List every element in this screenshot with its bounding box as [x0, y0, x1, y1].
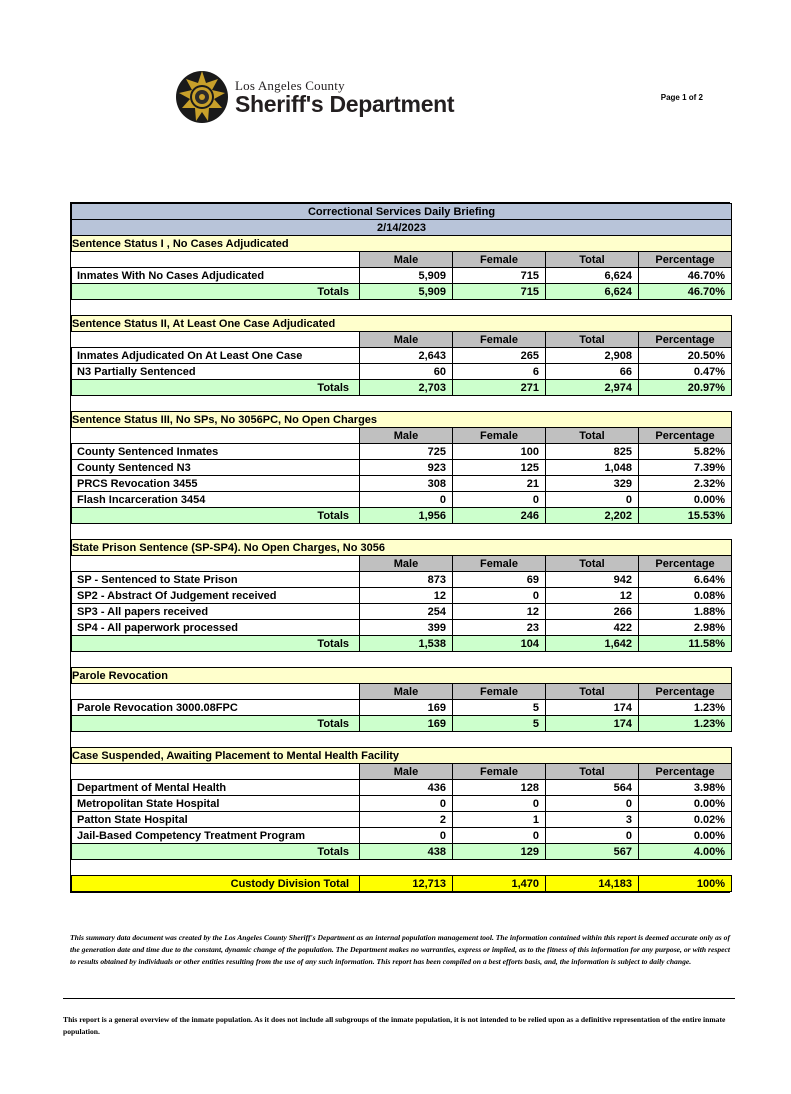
row-total: 1,048 [546, 460, 639, 476]
row-total: 0 [546, 828, 639, 844]
table-row [72, 828, 732, 844]
row-male: 60 [360, 364, 453, 380]
section-totals-row [72, 380, 732, 396]
table-row [72, 492, 732, 508]
row-label: Department of Mental Health [72, 780, 360, 796]
row-label: Jail-Based Competency Treatment Program [72, 828, 360, 844]
row-label: Patton State Hospital [72, 812, 360, 828]
row-male: 725 [360, 444, 453, 460]
column-header-total: Total [546, 684, 639, 700]
totals-total: 2,202 [546, 508, 639, 524]
row-label: Inmates Adjudicated On At Least One Case [72, 348, 360, 364]
row-female: 21 [453, 476, 546, 492]
section-spacer [72, 860, 732, 876]
column-header-blank [72, 252, 360, 268]
grand-total-percentage: 100% [639, 876, 732, 892]
row-female: 0 [453, 796, 546, 812]
column-header-male: Male [360, 684, 453, 700]
agency-department-line: Sheriff's Department [235, 90, 455, 117]
row-female: 128 [453, 780, 546, 796]
column-header-row [72, 684, 732, 700]
section-totals-row [72, 844, 732, 860]
totals-male: 1,956 [360, 508, 453, 524]
column-header-female: Female [453, 428, 546, 444]
table-row [72, 796, 732, 812]
row-total: 6,624 [546, 268, 639, 284]
row-percentage: 1.88% [639, 604, 732, 620]
row-total: 942 [546, 572, 639, 588]
agency-county-line: Los Angeles County [235, 77, 345, 93]
row-male: 436 [360, 780, 453, 796]
row-female: 0 [453, 828, 546, 844]
disclaimer-text: This summary data document was created by the Los Angeles County Sheriff's Department as an internal population management tool. The information contained within this report is deemed accurate only as of the generation date and time due to the constant, dynamic change of the population. The Department makes no warranties, express or implied, as to the fitness of this information for any purpose, or with respect to results obtained by individuals or other entities resulting from the use of any such information. This report has been compiled on a best efforts basis, and, the information is subject to daily change. [70, 933, 730, 966]
row-female: 5 [453, 700, 546, 716]
column-header-percentage: Percentage [639, 764, 732, 780]
column-header-male: Male [360, 332, 453, 348]
row-label: Metropolitan State Hospital [72, 796, 360, 812]
page-number: Page 1 of 2 [660, 93, 703, 102]
column-header-total: Total [546, 764, 639, 780]
row-percentage: 1.23% [639, 700, 732, 716]
grand-total-label: Custody Division Total [72, 876, 360, 892]
row-female: 125 [453, 460, 546, 476]
row-label: Flash Incarceration 3454 [72, 492, 360, 508]
row-male: 873 [360, 572, 453, 588]
section-totals-row [72, 636, 732, 652]
row-total: 2,908 [546, 348, 639, 364]
column-header-female: Female [453, 332, 546, 348]
totals-male: 1,538 [360, 636, 453, 652]
row-total: 825 [546, 444, 639, 460]
table-row [72, 444, 732, 460]
column-header-female: Female [453, 252, 546, 268]
table-row [72, 604, 732, 620]
row-percentage: 7.39% [639, 460, 732, 476]
column-header-total: Total [546, 556, 639, 572]
row-percentage: 46.70% [639, 268, 732, 284]
row-label: SP4 - All paperwork processed [72, 620, 360, 636]
row-female: 6 [453, 364, 546, 380]
column-header-row [72, 556, 732, 572]
column-header-male: Male [360, 556, 453, 572]
row-female: 12 [453, 604, 546, 620]
column-header-percentage: Percentage [639, 252, 732, 268]
agency-logo-block [175, 70, 454, 124]
row-male: 254 [360, 604, 453, 620]
column-header-total: Total [546, 428, 639, 444]
table-row [72, 572, 732, 588]
totals-percentage: 11.58% [639, 636, 732, 652]
row-total: 0 [546, 492, 639, 508]
row-label: N3 Partially Sentenced [72, 364, 360, 380]
row-male: 169 [360, 700, 453, 716]
table-row [72, 588, 732, 604]
row-male: 399 [360, 620, 453, 636]
totals-female: 104 [453, 636, 546, 652]
section-spacer [72, 396, 732, 412]
totals-percentage: 4.00% [639, 844, 732, 860]
row-total: 12 [546, 588, 639, 604]
column-header-percentage: Percentage [639, 428, 732, 444]
report-table [71, 203, 732, 892]
daily-briefing-report [70, 202, 730, 893]
section-totals-row [72, 284, 732, 300]
column-header-percentage: Percentage [639, 684, 732, 700]
row-percentage: 5.82% [639, 444, 732, 460]
document-page [0, 70, 791, 1094]
column-header-total: Total [546, 252, 639, 268]
section-spacer [72, 524, 732, 540]
section-spacer [72, 300, 732, 316]
column-header-male: Male [360, 428, 453, 444]
totals-total: 2,974 [546, 380, 639, 396]
column-header-total: Total [546, 332, 639, 348]
totals-label: Totals [72, 716, 360, 732]
grand-total-female: 1,470 [453, 876, 546, 892]
row-female: 715 [453, 268, 546, 284]
section-heading-row [72, 540, 732, 556]
row-percentage: 0.47% [639, 364, 732, 380]
totals-male: 2,703 [360, 380, 453, 396]
row-percentage: 0.02% [639, 812, 732, 828]
section-heading-row [72, 412, 732, 428]
row-female: 265 [453, 348, 546, 364]
section-heading: Sentence Status III, No SPs, No 3056PC, No Open Charges [72, 412, 732, 428]
section-heading: Sentence Status II, At Least One Case Adjudicated [72, 316, 732, 332]
report-title-row [72, 204, 732, 220]
section-totals-row [72, 508, 732, 524]
row-total: 66 [546, 364, 639, 380]
column-header-percentage: Percentage [639, 556, 732, 572]
table-row [72, 700, 732, 716]
totals-percentage: 46.70% [639, 284, 732, 300]
totals-label: Totals [72, 380, 360, 396]
totals-male: 5,909 [360, 284, 453, 300]
report-table-body [72, 204, 732, 892]
row-male: 923 [360, 460, 453, 476]
section-heading: Case Suspended, Awaiting Placement to Mental Health Facility [72, 748, 732, 764]
column-header-blank [72, 428, 360, 444]
report-title: Correctional Services Daily Briefing [72, 204, 732, 220]
totals-female: 715 [453, 284, 546, 300]
section-heading-row [72, 668, 732, 684]
table-row [72, 780, 732, 796]
row-percentage: 6.64% [639, 572, 732, 588]
totals-label: Totals [72, 284, 360, 300]
row-male: 308 [360, 476, 453, 492]
totals-total: 6,624 [546, 284, 639, 300]
section-spacer [72, 652, 732, 668]
table-row [72, 620, 732, 636]
row-label: SP - Sentenced to State Prison [72, 572, 360, 588]
column-header-row [72, 332, 732, 348]
column-header-male: Male [360, 764, 453, 780]
row-total: 174 [546, 700, 639, 716]
section-totals-row [72, 716, 732, 732]
row-percentage: 0.08% [639, 588, 732, 604]
column-header-row [72, 428, 732, 444]
row-male: 2,643 [360, 348, 453, 364]
row-percentage: 0.00% [639, 492, 732, 508]
row-total: 329 [546, 476, 639, 492]
row-label: PRCS Revocation 3455 [72, 476, 360, 492]
row-percentage: 20.50% [639, 348, 732, 364]
row-male: 0 [360, 796, 453, 812]
totals-total: 174 [546, 716, 639, 732]
row-male: 0 [360, 828, 453, 844]
row-total: 0 [546, 796, 639, 812]
row-female: 0 [453, 492, 546, 508]
totals-percentage: 15.53% [639, 508, 732, 524]
row-label: County Sentenced N3 [72, 460, 360, 476]
totals-female: 271 [453, 380, 546, 396]
table-row [72, 364, 732, 380]
row-male: 0 [360, 492, 453, 508]
row-percentage: 0.00% [639, 796, 732, 812]
row-label: Parole Revocation 3000.08FPC [72, 700, 360, 716]
column-header-row [72, 252, 732, 268]
totals-female: 5 [453, 716, 546, 732]
totals-female: 129 [453, 844, 546, 860]
row-label: SP3 - All papers received [72, 604, 360, 620]
report-date: 2/14/2023 [72, 220, 732, 236]
row-female: 69 [453, 572, 546, 588]
table-row [72, 348, 732, 364]
table-row [72, 268, 732, 284]
section-heading: State Prison Sentence (SP-SP4). No Open Charges, No 3056 [72, 540, 732, 556]
column-header-row [72, 764, 732, 780]
totals-female: 246 [453, 508, 546, 524]
section-heading: Sentence Status I , No Cases Adjudicated [72, 236, 732, 252]
row-total: 564 [546, 780, 639, 796]
row-percentage: 2.32% [639, 476, 732, 492]
totals-male: 169 [360, 716, 453, 732]
totals-label: Totals [72, 508, 360, 524]
row-male: 5,909 [360, 268, 453, 284]
column-header-female: Female [453, 556, 546, 572]
section-heading-row [72, 316, 732, 332]
row-female: 23 [453, 620, 546, 636]
document-header [0, 70, 791, 128]
section-heading: Parole Revocation [72, 668, 732, 684]
column-header-blank [72, 332, 360, 348]
section-heading-row [72, 236, 732, 252]
agency-wordmark [235, 79, 454, 116]
column-header-blank [72, 684, 360, 700]
totals-label: Totals [72, 844, 360, 860]
column-header-female: Female [453, 764, 546, 780]
row-total: 266 [546, 604, 639, 620]
section-heading-row [72, 748, 732, 764]
row-female: 0 [453, 588, 546, 604]
grand-total-total: 14,183 [546, 876, 639, 892]
column-header-female: Female [453, 684, 546, 700]
row-total: 422 [546, 620, 639, 636]
row-label: SP2 - Abstract Of Judgement received [72, 588, 360, 604]
row-label: County Sentenced Inmates [72, 444, 360, 460]
table-row [72, 476, 732, 492]
row-percentage: 0.00% [639, 828, 732, 844]
row-female: 1 [453, 812, 546, 828]
totals-male: 438 [360, 844, 453, 860]
totals-percentage: 20.97% [639, 380, 732, 396]
footer-note-text: This report is a general overview of the inmate population. As it does not include all subgroups of the inmate population, it is not intended to be relied upon as a definitive representation of the entire inmate population. [63, 1015, 726, 1036]
column-header-male: Male [360, 252, 453, 268]
row-male: 2 [360, 812, 453, 828]
section-spacer [72, 732, 732, 748]
footer-divider [63, 998, 735, 999]
totals-total: 567 [546, 844, 639, 860]
totals-total: 1,642 [546, 636, 639, 652]
row-percentage: 2.98% [639, 620, 732, 636]
table-row [72, 812, 732, 828]
report-date-row [72, 220, 732, 236]
table-row [72, 460, 732, 476]
grand-total-male: 12,713 [360, 876, 453, 892]
row-female: 100 [453, 444, 546, 460]
row-male: 12 [360, 588, 453, 604]
row-percentage: 3.98% [639, 780, 732, 796]
grand-total-row [72, 876, 732, 892]
totals-label: Totals [72, 636, 360, 652]
column-header-blank [72, 556, 360, 572]
row-label: Inmates With No Cases Adjudicated [72, 268, 360, 284]
totals-percentage: 1.23% [639, 716, 732, 732]
sheriff-star-badge-icon [175, 70, 229, 124]
column-header-blank [72, 764, 360, 780]
column-header-percentage: Percentage [639, 332, 732, 348]
row-total: 3 [546, 812, 639, 828]
